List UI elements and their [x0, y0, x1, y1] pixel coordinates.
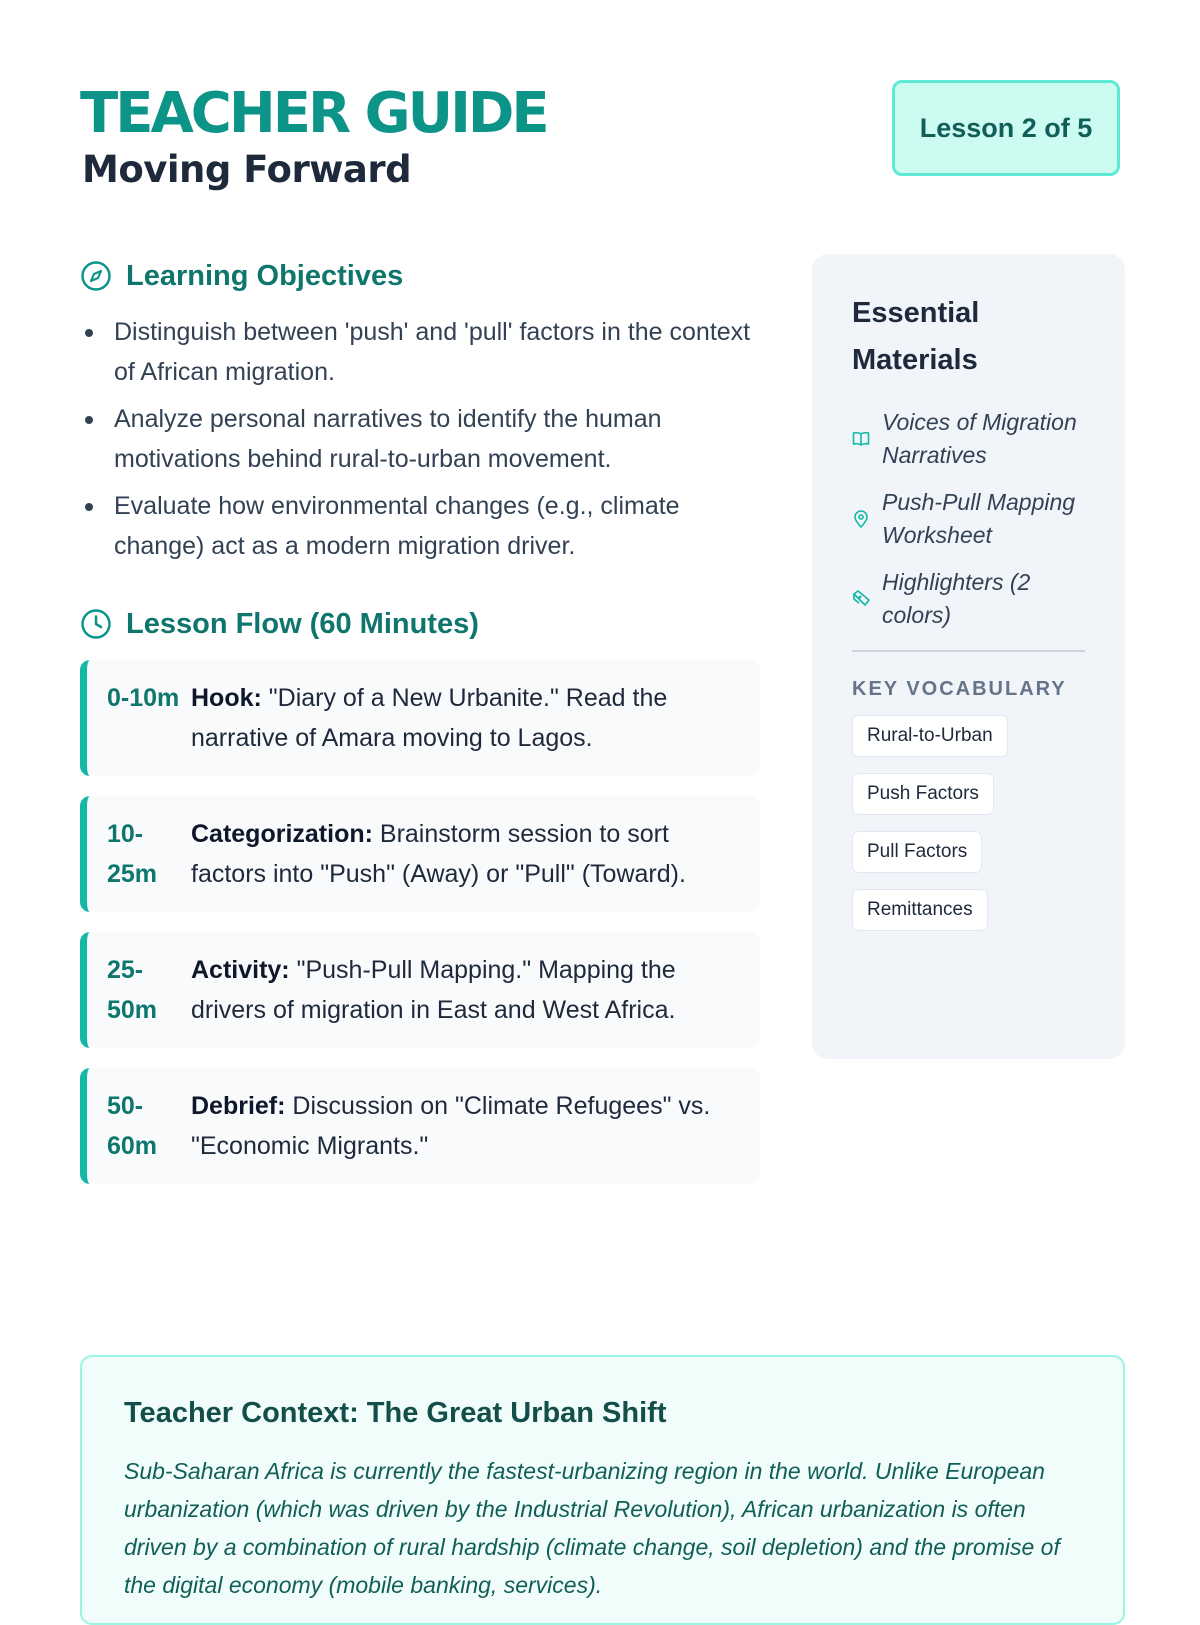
context-heading: Teacher Context: The Great Urban Shift [124, 1397, 667, 1429]
materials-list [852, 406, 1085, 632]
step-text: Discussion on "Climate Refugees" vs. "Economic Migrants." [191, 1092, 711, 1160]
materials-sidebar [812, 254, 1125, 1059]
materials-heading: Essential Materials [852, 297, 980, 376]
step-label: Debrief: [191, 1092, 286, 1120]
objective-item: Distinguish between 'push' and 'pull' factors in the context of African migration. [80, 312, 760, 392]
step-time: 0-10m [107, 684, 180, 712]
vocab-heading: KEY VOCABULARY [852, 678, 1067, 700]
material-label: Push-Pull Mapping Worksheet [882, 489, 1076, 548]
step-label: Hook: [191, 684, 262, 712]
objective-item: Evaluate how environmental changes (e.g., climate change) act as a modern migration driver. [80, 486, 760, 566]
vocab-chip: Rural-to-Urban [852, 715, 1008, 757]
sidebar-divider [852, 650, 1085, 652]
material-item [852, 566, 1085, 632]
objective-item: Analyze personal narratives to identify the human motivations behind rural-to-urban movement. [80, 399, 760, 479]
vocab-list [852, 715, 1085, 947]
objectives-list [80, 312, 760, 566]
map-pin-icon [850, 508, 872, 530]
main-column [80, 254, 760, 1204]
step-time: 50-60m [107, 1092, 158, 1160]
compass-icon [80, 260, 112, 292]
page-title: TEACHER GUIDE [80, 81, 547, 146]
objectives-title: Learning Objectives [126, 259, 404, 292]
material-item [852, 486, 1085, 552]
lesson-badge: Lesson 2 of 5 [892, 80, 1120, 176]
material-label: Voices of Migration Narratives [882, 409, 1077, 468]
clock-icon [80, 608, 112, 640]
vocab-chip: Remittances [852, 889, 988, 931]
vocab-chip: Pull Factors [852, 831, 982, 873]
flow-step [80, 932, 760, 1048]
vocab-chip: Push Factors [852, 773, 994, 815]
flow-heading [80, 602, 760, 646]
step-text: "Push-Pull Mapping." Mapping the drivers of migration in East and West Africa. [191, 956, 676, 1024]
step-description [191, 950, 740, 1030]
flow-step [80, 1068, 760, 1184]
step-text: "Diary of a New Urbanite." Read the narrative of Amara moving to Lagos. [191, 684, 668, 752]
step-time: 10-25m [107, 820, 158, 888]
flow-title: Lesson Flow (60 Minutes) [126, 607, 479, 640]
step-description [191, 1086, 740, 1166]
flow-step [80, 796, 760, 912]
material-label: Highlighters (2 colors) [882, 569, 1031, 628]
step-description [191, 678, 740, 758]
step-text: Brainstorm session to sort factors into "Push" (Away) or "Pull" (Toward). [191, 820, 686, 888]
objectives-heading [80, 254, 760, 298]
material-item [852, 406, 1085, 472]
lesson-flow [80, 660, 760, 1184]
page-subtitle: Moving Forward [82, 148, 412, 191]
step-description [191, 814, 740, 894]
flow-step [80, 660, 760, 776]
context-body: Sub-Saharan Africa is currently the fastest-urbanizing region in the world. Unlike European urbanization (which was driven by the Industrial Revolution), African urbanization is often driven by a combination of rural hardship (climate change, soil depletion) and the promise of the digital economy (mobile banking, services). [124, 1458, 1060, 1598]
teacher-context-box [80, 1355, 1125, 1625]
step-label: Activity: [191, 956, 290, 984]
step-label: Categorization: [191, 820, 373, 848]
header [80, 80, 1120, 200]
step-time: 25-50m [107, 956, 158, 1024]
book-icon [850, 428, 872, 450]
highlighter-icon [850, 588, 872, 610]
